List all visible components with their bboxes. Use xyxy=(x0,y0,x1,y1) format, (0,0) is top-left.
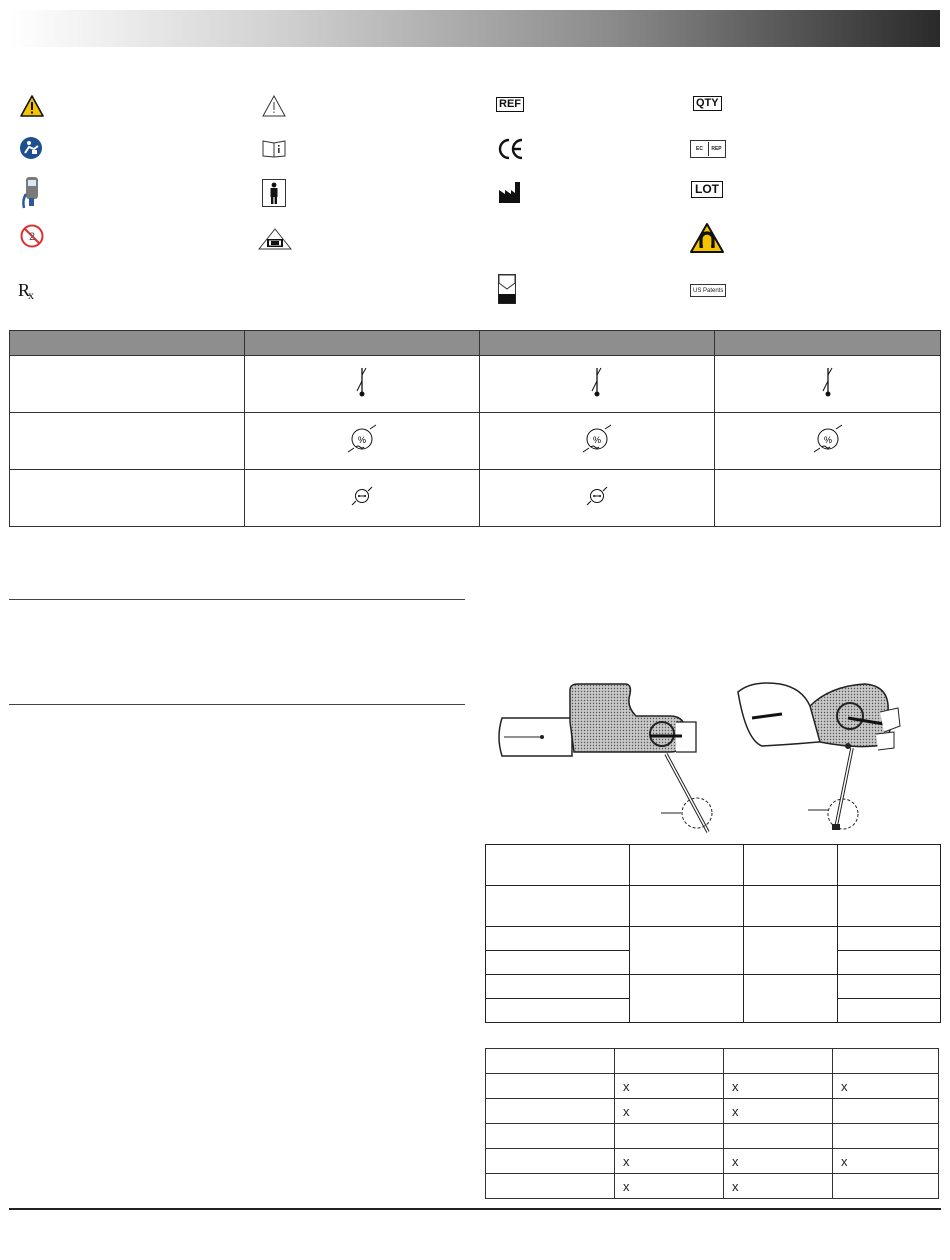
table-row xyxy=(486,1124,939,1149)
sensor-left-drawing xyxy=(499,684,712,832)
table-row xyxy=(486,1074,939,1099)
compatibility-table xyxy=(485,1048,939,1199)
table-cell xyxy=(630,975,744,1023)
sensor-right-drawing xyxy=(738,683,900,830)
table-cell xyxy=(486,999,630,1023)
table-row xyxy=(486,886,941,927)
pressure-limit-icon xyxy=(350,485,374,507)
manufacturer-icon xyxy=(498,180,522,204)
table-header-cell xyxy=(480,331,715,356)
table-cell xyxy=(10,470,245,527)
table-row xyxy=(10,413,941,470)
humidity-limit-icon xyxy=(811,423,845,455)
table-cell xyxy=(615,1124,724,1149)
table-cell xyxy=(480,470,715,527)
table-cell xyxy=(486,975,630,999)
table-cell: x xyxy=(615,1099,724,1124)
table-header-cell xyxy=(10,331,245,356)
table-cell: x xyxy=(615,1149,724,1174)
table-cell xyxy=(838,999,941,1023)
table-cell: x xyxy=(724,1149,833,1174)
consult-manual-circle-icon xyxy=(19,136,43,160)
table-cell: x xyxy=(724,1074,833,1099)
table-cell xyxy=(744,927,838,975)
ec-label: EC xyxy=(696,146,703,152)
table-cell xyxy=(486,927,630,951)
table-cell xyxy=(838,975,941,999)
ec-rep-icon xyxy=(690,140,726,158)
temperature-limit-icon xyxy=(818,365,838,399)
table-cell xyxy=(480,413,715,470)
table-cell: x xyxy=(615,1074,724,1099)
rx-label: R xyxy=(17,279,30,300)
warning-outline-icon xyxy=(262,95,286,117)
table-cell xyxy=(744,886,838,927)
table-cell xyxy=(615,1049,724,1074)
sensor-spec-table xyxy=(485,844,941,1023)
mr-unsafe-icon xyxy=(689,222,725,254)
humidity-limit-icon xyxy=(345,423,379,455)
table-cell xyxy=(833,1049,939,1074)
table-cell xyxy=(630,927,744,975)
table-header-row xyxy=(486,1049,939,1074)
table-cell xyxy=(486,1074,615,1099)
table-row xyxy=(486,927,941,951)
table-cell xyxy=(245,470,480,527)
table-cell xyxy=(486,951,630,975)
ref-icon xyxy=(496,97,524,112)
rx-sub-label: x xyxy=(28,287,34,302)
ce-mark-icon xyxy=(498,137,524,161)
table-cell xyxy=(838,886,941,927)
table-cell xyxy=(630,845,744,886)
table-cell xyxy=(833,1124,939,1149)
single-patient-icon xyxy=(262,179,286,207)
table-row xyxy=(486,845,941,886)
temperature-limit-icon xyxy=(587,365,607,399)
table-row xyxy=(10,470,941,527)
table-cell xyxy=(486,1149,615,1174)
table-cell xyxy=(10,413,245,470)
pressure-limit-icon xyxy=(585,485,609,507)
ref-label: REF xyxy=(496,97,524,112)
table-cell xyxy=(486,845,630,886)
table-cell: x xyxy=(724,1099,833,1124)
rep-label: REP xyxy=(711,146,722,152)
svg-text:%: % xyxy=(592,434,602,445)
lot-icon xyxy=(691,181,723,198)
table-cell xyxy=(245,356,480,413)
table-cell xyxy=(486,1099,615,1124)
table-cell xyxy=(833,1099,939,1124)
temperature-limit-icon xyxy=(352,365,372,399)
hourglass-expiry-icon xyxy=(498,274,516,304)
table-header-row xyxy=(10,331,941,356)
table-cell xyxy=(715,470,941,527)
table-cell: x xyxy=(615,1174,724,1199)
table-row xyxy=(486,1099,939,1124)
qty-label: QTY xyxy=(693,96,722,111)
instructions-book-icon xyxy=(262,138,286,158)
warning-filled-icon xyxy=(20,95,44,117)
table-cell xyxy=(715,356,941,413)
us-patents-label: US Patents xyxy=(693,287,724,294)
table-row xyxy=(10,356,941,413)
table-cell xyxy=(486,886,630,927)
footer-divider xyxy=(9,1208,941,1210)
table-cell xyxy=(744,975,838,1023)
table-cell xyxy=(715,413,941,470)
table-cell xyxy=(838,845,941,886)
table-row xyxy=(486,1174,939,1199)
svg-text:%: % xyxy=(357,434,367,445)
table-cell xyxy=(486,1124,615,1149)
us-patents-icon xyxy=(690,284,726,297)
table-cell xyxy=(838,927,941,951)
dehp-free-icon xyxy=(258,228,292,250)
table-cell xyxy=(245,413,480,470)
table-cell xyxy=(838,951,941,975)
table-header-cell xyxy=(245,331,480,356)
table-cell: x xyxy=(724,1174,833,1199)
table-cell xyxy=(10,356,245,413)
lot-label: LOT xyxy=(691,181,723,198)
svg-text:%: % xyxy=(823,434,832,445)
table-cell xyxy=(724,1049,833,1074)
section-divider xyxy=(9,704,465,705)
table-cell: x xyxy=(833,1149,939,1174)
not-for-reuse-icon xyxy=(20,224,44,248)
qty-icon xyxy=(693,96,722,111)
environmental-limits-table xyxy=(9,330,941,527)
table-cell xyxy=(480,356,715,413)
section-header-bar xyxy=(10,10,940,47)
table-cell xyxy=(833,1174,939,1199)
monitor-device-icon xyxy=(20,176,42,210)
humidity-limit-icon xyxy=(580,423,614,455)
table-cell xyxy=(724,1124,833,1149)
table-cell xyxy=(486,1174,615,1199)
table-cell xyxy=(744,845,838,886)
table-cell xyxy=(486,1049,615,1074)
sensor-illustration xyxy=(490,672,940,842)
table-header-cell xyxy=(715,331,941,356)
section-divider xyxy=(9,599,465,600)
rx-only-icon xyxy=(17,279,37,301)
table-row xyxy=(486,975,941,999)
table-row xyxy=(486,1149,939,1174)
table-cell: x xyxy=(833,1074,939,1099)
table-cell xyxy=(630,886,744,927)
svg-text:2: 2 xyxy=(28,231,36,243)
